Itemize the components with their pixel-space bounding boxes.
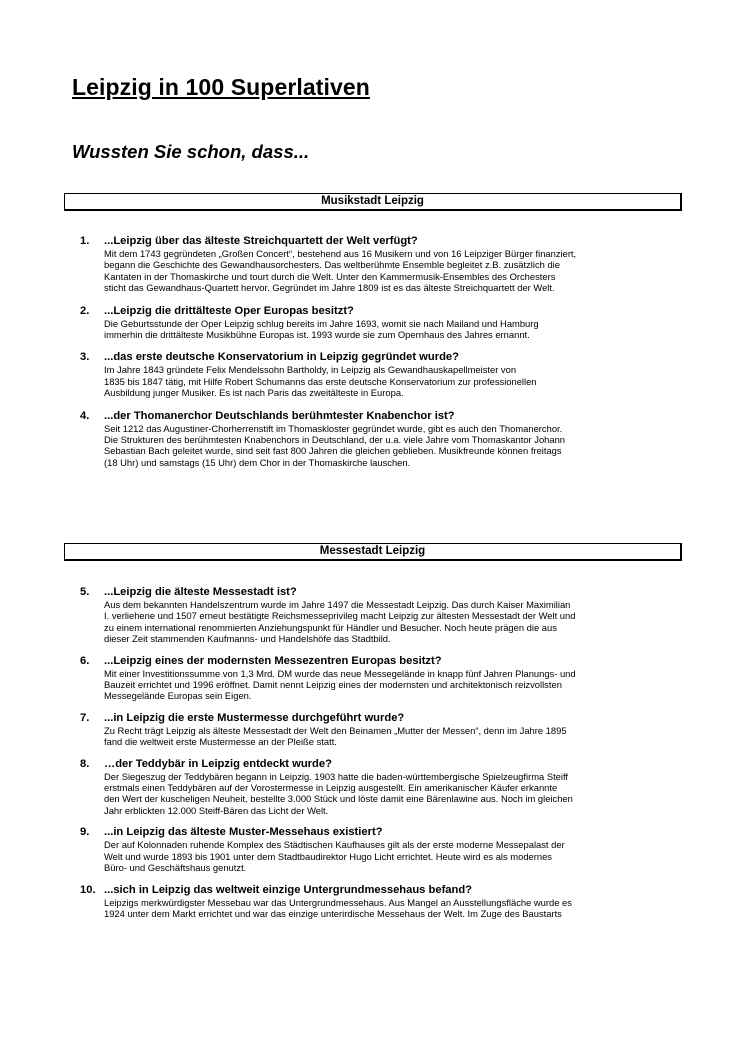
list-item — [80, 350, 680, 398]
item-number: 9. — [80, 826, 90, 839]
list-item — [80, 654, 680, 702]
item-number: 7. — [80, 711, 90, 724]
item-body: Aus dem bekannten Handelszentrum wurde im Jahre 1497 die Messestadt Leipzig. Das durch Kaiser Maximilian I. verliehene und 1507 erneut bestätigte Reichsmesseprivileg macht Leipzig zur ältesten Messestadt der Welt und zu einem international renommierten Anziehungspunkt für Händler und Besucher. Noch heute prägen die aus dieser Zeit stammenden Kaufmanns- und Handelshöfe das Stadtbild. — [104, 599, 576, 645]
item-number: 8. — [80, 757, 90, 770]
section-heading-messestadt: Messestadt Leipzig — [64, 543, 682, 561]
item-number: 3. — [80, 351, 90, 364]
item-body: Im Jahre 1843 gründete Felix Mendelssohn Bartholdy, in Leipzig als Gewandhauskapellmeister von 1835 bis 1847 tätig, mit Hilfe Robert Schumanns das erste deutsche Konservatorium zur professionellen Ausbildung junger Musiker. Es ist nach Paris das zweitälteste in Europa. — [104, 364, 537, 399]
page-title: Leipzig in 100 Superlativen — [72, 74, 370, 100]
item-body: Die Geburtsstunde der Oper Leipzig schlug bereits im Jahre 1693, womit sie nach Mailand und Hamburg immerhin die drittälteste Musikbühne Europas ist. 1993 wurde sie zum Opernhaus des Jahres ernannt. — [104, 317, 539, 341]
item-question: ...der Thomanerchor Deutschlands berühmtester Knabenchor ist? — [104, 409, 455, 422]
item-number: 2. — [80, 304, 90, 317]
item-number: 5. — [80, 586, 90, 598]
item-number: 4. — [80, 409, 90, 422]
item-body: Mit dem 1743 gegründeten „Großen Concert“, bestehend aus 16 Musikern und von 16 Leipziger Bürger finanziert, begann die Geschichte des Gewandhausorchesters. Das weltberühmte Ensemble begleitet z.B. zusätzlich die Kantaten in der Thomaskirche und tourt durch die Welt. Unter den Kammermusik-Ensembles des Orchesters sticht das Gewandhaus-Quartett hervor. Gegründet im Jahre 1809 ist es das älteste Streichquartett der Welt. — [104, 248, 577, 294]
item-question: ...Leipzig die drittälteste Oper Europas besitzt? — [104, 304, 354, 317]
item-question: ...in Leipzig das älteste Muster-Messehaus existiert? — [104, 826, 383, 839]
list-item — [80, 409, 680, 469]
item-question: …der Teddybär in Leipzig entdeckt wurde? — [104, 757, 332, 770]
list-item — [80, 585, 680, 645]
list-item — [80, 757, 680, 817]
list-item — [80, 883, 680, 920]
list-item — [80, 825, 680, 873]
item-body: Der auf Kolonnaden ruhende Komplex des Städtischen Kaufhauses gilt als der erste moderne Messepalast der Welt und wurde 1893 bis 1901 unter dem Stadtbaudirektor Hugo Licht errichtet. Heute wird es als modernes Büro- und Geschäftshaus genutzt. — [104, 839, 565, 874]
item-body: Mit einer Investitionssumme von 1,3 Mrd. DM wurde das neue Messegelände in knapp fünf Jahren Planungs- und Bauzeit errichtet und 1996 eröffnet. Damit nennt Leipzig eines der modernsten und architektonisch reizvollsten Messegelände Europas sein Eigen. — [104, 667, 576, 702]
item-body: Seit 1212 das Augustiner-Chorherrenstift im Thomaskloster gegründet wurde, gibt es auch den Thomanerchor. Die Strukturen des berühmtesten Knabenchors in Deutschland, der u.a. viele Jahre vom Thomaskantor Johann Sebastian Bach geleitet wurde, sind seit fast 800 Jahren die gleichen geblieben. Musikfreunde können freitags (18 Uhr) und samstags (15 Uhr) dem Chor in der Thomaskirche lauschen. — [104, 422, 566, 468]
list-item — [80, 234, 680, 294]
item-body: Der Siegeszug der Teddybären begann in Leipzig. 1903 hatte die baden-württembergische Spielzeugfirma Steiff erstmals einen Teddybären auf der Vorostermesse in Leipzig ausgestellt. Ein amerikanischer Käufer erkannte den Wert der kuscheligen Neuheit, bestellte 3.000 Stück und löste damit eine Bärenlawine aus. Noch im gleichen Jahr erblickten 12.000 Steiff-Bären das Licht der Welt. — [104, 770, 573, 816]
list-item — [80, 711, 680, 748]
item-question: ...sich in Leipzig das weltweit einzige Untergrundmessehaus befand? — [104, 883, 473, 896]
section-heading-musikstadt: Musikstadt Leipzig — [64, 193, 682, 211]
item-question: ...das erste deutsche Konservatorium in Leipzig gegründet wurde? — [104, 351, 459, 364]
item-number: 6. — [80, 654, 90, 667]
item-number: 10. — [80, 883, 96, 896]
item-number: 1. — [80, 235, 90, 247]
item-question: ...Leipzig über das älteste Streichquartett der Welt verfügt? — [104, 235, 418, 247]
item-question: ...Leipzig die älteste Messestadt ist? — [104, 586, 297, 598]
page-subtitle: Wussten Sie schon, dass... — [72, 141, 310, 162]
list-messestadt — [80, 585, 680, 919]
item-body: Leipzigs merkwürdigster Messebau war das Untergrundmessehaus. Aus Mangel an Ausstellungsfläche wurde es 1924 unter dem Markt errichtet und war das einzige unterirdische Messehaus der Welt. Im Zuge des Baustarts — [104, 896, 572, 919]
list-musikstadt — [80, 234, 680, 468]
item-question: ...Leipzig eines der modernsten Messezentren Europas besitzt? — [104, 654, 442, 667]
item-question: ...in Leipzig die erste Mustermesse durchgeführt wurde? — [104, 711, 405, 724]
item-body: Zu Recht trägt Leipzig als älteste Messestadt der Welt den Beinamen „Mutter der Messen“, denn im Jahre 1895 fand die weltweit erste Mustermesse an der Pleiße statt. — [104, 724, 567, 748]
list-item — [80, 304, 680, 341]
